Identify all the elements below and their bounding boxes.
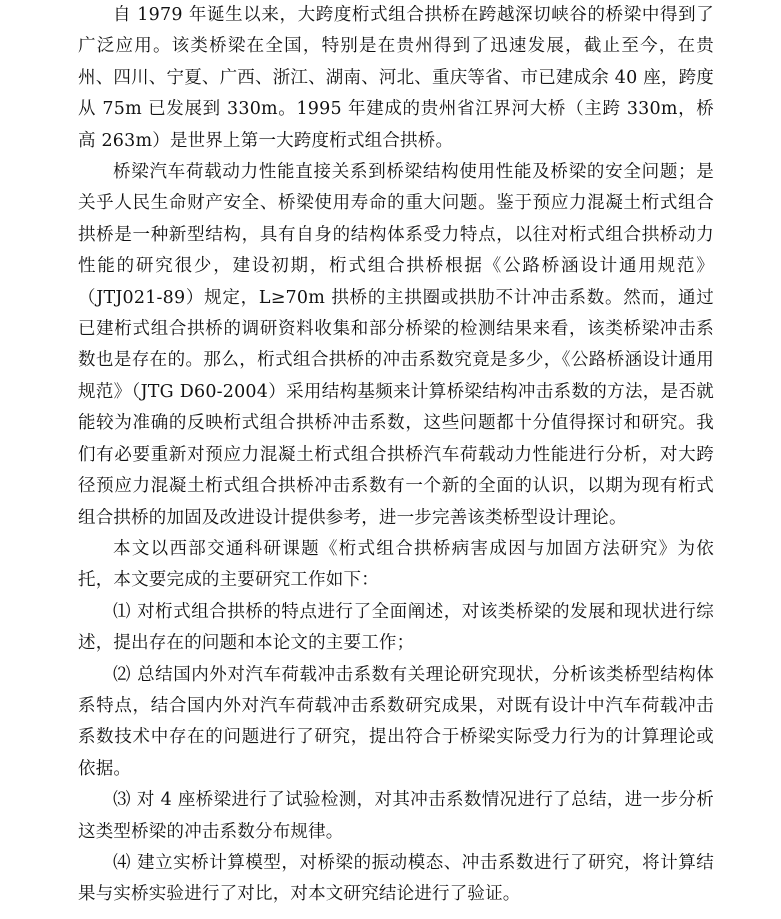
list-item-1: ⑴ 对桁式组合拱桥的特点进行了全面阐述，对该类桥梁的发展和现状进行综述，提出存在的问题和本论文的主要工作； (78, 601, 714, 654)
list-item-2: ⑵ 总结国内外对汽车荷载冲击系数有关理论研究现状，分析该类桥型结构体系特点，结合国内外对汽车荷载冲击系数研究成果，对既有设计中汽车荷载冲击系数技术中存在的问题进行了研究，提出符合于桥梁实际受力行为的计算理论或依据。 (78, 664, 714, 779)
paragraph-dynamic-performance: 桥梁汽车荷载动力性能直接关系到桥梁结构使用性能及桥梁的安全问题；是关乎人民生命财产安全、桥梁使用寿命的重大问题。鉴于预应力混凝土桁式组合拱桥是一种新型结构，具有自身的结构体系受力特点，以往对桁式组合拱桥动力性能的研究很少，建设初期，桁式组合拱桥根据《公路桥涵设计通用规范》（JTJ021-89）规定，L≥70m 拱桥的主拱圈或拱肋不计冲击系数。然而，通过已建桁式组合拱桥的调研资料收集和部分桥梁的检测结果来看，该类桥梁冲击系数也是存在的。那么，桁式组合拱桥的冲击系数究竟是多少，《公路桥涵设计通用规范》（JTG D60-2004）采用结构基频来计算桥梁结构冲击系数的方法，是否就能较为准确的反映桁式组合拱桥冲击系数，这些问题都十分值得探讨和研究。我们有必要重新对预应力混凝土桁式组合拱桥汽车荷载动力性能进行分析，对大跨径预应力混凝土桁式组合拱桥冲击系数有一个新的全面的认识，以期为现有桁式组合拱桥的加固及改进设计提供参考，进一步完善该类桥型设计理论。 (78, 162, 714, 528)
list-item-3: ⑶ 对 4 座桥梁进行了试验检测，对其冲击系数情况进行了总结，进一步分析这类型桥梁的冲击系数分布规律。 (78, 790, 714, 842)
paragraph-research-basis: 本文以西部交通科研课题《桁式组合拱桥病害成因与加固方法研究》为依托，本文要完成的主要研究工作如下： (78, 538, 714, 591)
list-item-4: ⑷ 建立实桥计算模型，对桥梁的振动模态、冲击系数进行了研究，将计算结果与实桥实验进行了对比，对本文研究结论进行了验证。 (78, 852, 714, 905)
paragraph-intro: 自 1979 年诞生以来，大跨度桁式组合拱桥在跨越深切峡谷的桥梁中得到了广泛应用。该类桥梁在全国，特别是在贵州得到了迅速发展，截止至今，在贵州、四川、宁夏、广西、浙江、湖南、河北、重庆等省、市已建成余 40 座，跨度从 75m 已发展到 330m。1995 年建成的贵州省江界河大桥（主跨 330m，桥高 263m）是世界上第一大跨度桁式组合拱桥。 (78, 5, 714, 151)
document-page (78, 0, 714, 911)
